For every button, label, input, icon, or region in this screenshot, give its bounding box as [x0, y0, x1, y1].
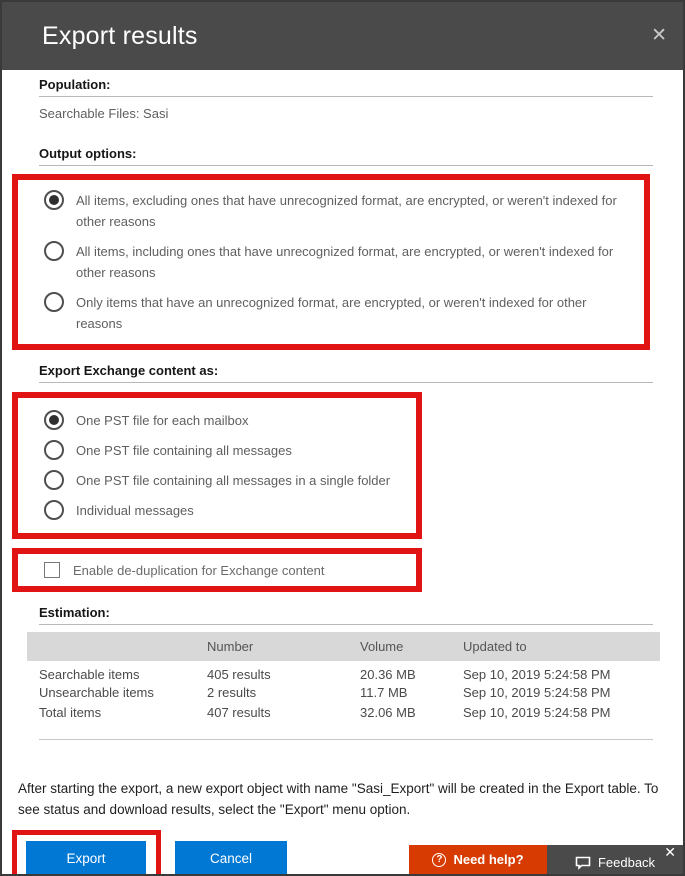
row-label: Searchable items — [39, 667, 140, 682]
estimation-heading: Estimation: — [39, 605, 653, 625]
need-help-button[interactable] — [409, 845, 547, 874]
radio-button-icon[interactable] — [44, 440, 64, 460]
output-options-heading: Output options: — [39, 146, 653, 166]
radio-label: Individual messages — [76, 503, 194, 518]
question-mark-icon: ? — [432, 853, 446, 867]
checkbox-icon[interactable] — [44, 562, 60, 578]
cell-volume: 20.36 MB — [360, 667, 416, 682]
radio-all-items-including[interactable] — [44, 241, 636, 283]
radio-button-icon[interactable] — [44, 190, 64, 210]
radio-button-icon[interactable] — [44, 292, 64, 312]
export-button[interactable]: Export — [26, 841, 146, 876]
close-icon[interactable]: ✕ — [664, 844, 676, 860]
radio-label: One PST file for each mailbox — [76, 413, 249, 428]
column-header-volume: Volume — [360, 632, 463, 661]
divider — [39, 739, 653, 740]
cell-volume: 11.7 MB — [360, 684, 408, 700]
annotation-box-dedup — [12, 548, 422, 592]
table-header-row — [27, 632, 660, 661]
exchange-content-heading: Export Exchange content as: — [39, 363, 653, 383]
table-row-searchable — [27, 661, 660, 682]
export-note: After starting the export, a new export object with name "Sasi_Export" will be created in the Export table. To see status and download results, select the "Export" menu option. — [18, 781, 659, 817]
column-header-updated: Updated to — [463, 632, 660, 661]
radio-label: All items, excluding ones that have unrecognized format, are encrypted, or weren't indexed for other reasons — [76, 193, 617, 229]
population-heading: Population: — [39, 77, 653, 97]
feedback-button[interactable] — [547, 845, 683, 874]
radio-button-icon[interactable] — [44, 470, 64, 490]
annotation-box-export — [12, 830, 161, 876]
dialog-header — [2, 2, 683, 70]
need-help-label: Need help? — [453, 852, 524, 867]
cell-number: 2 results — [207, 684, 257, 700]
radio-label: Only items that have an unrecognized format, are encrypted, or weren't indexed for other reasons — [76, 295, 587, 331]
cell-updated: Sep 10, 2019 5:24:58 PM — [463, 667, 611, 682]
radio-button-icon[interactable] — [44, 500, 64, 520]
cell-number: 405 results — [207, 667, 271, 682]
radio-label: All items, including ones that have unrecognized format, are encrypted, or weren't indexed for other reasons — [76, 244, 614, 280]
feedback-label: Feedback — [597, 855, 656, 870]
radio-label: One PST file containing all messages in a single folder — [76, 473, 391, 488]
row-label: Total items — [39, 704, 102, 720]
population-value: Searchable Files: Sasi — [39, 106, 169, 121]
radio-one-pst-per-mailbox[interactable] — [44, 410, 408, 431]
cell-updated: Sep 10, 2019 5:24:58 PM — [463, 684, 611, 700]
dedup-checkbox-row[interactable] — [44, 562, 408, 578]
help-feedback-bar — [409, 845, 683, 874]
table-row-total — [27, 702, 660, 722]
annotation-box-exchange-options — [12, 392, 422, 539]
dialog-title: Export results — [42, 21, 198, 50]
close-icon[interactable]: ✕ — [651, 25, 667, 46]
table-row-unsearchable — [27, 682, 660, 702]
column-header — [27, 632, 207, 661]
cancel-button[interactable]: Cancel — [175, 841, 287, 876]
radio-all-items-excluding[interactable] — [44, 190, 636, 232]
cell-volume: 32.06 MB — [360, 704, 416, 720]
radio-button-icon[interactable] — [44, 241, 64, 261]
radio-button-icon[interactable] — [44, 410, 64, 430]
cell-number: 407 results — [207, 704, 271, 720]
radio-only-unrecognized[interactable] — [44, 292, 636, 334]
cell-updated: Sep 10, 2019 5:24:58 PM — [463, 704, 611, 720]
row-label: Unsearchable items — [39, 684, 154, 700]
radio-one-pst-all-messages[interactable] — [44, 440, 408, 461]
estimation-table — [27, 632, 660, 722]
radio-one-pst-single-folder[interactable] — [44, 470, 408, 491]
feedback-bubble-icon — [575, 856, 591, 870]
column-header-number: Number — [207, 632, 360, 661]
radio-individual-messages[interactable] — [44, 500, 408, 521]
radio-label: One PST file containing all messages — [76, 443, 292, 458]
annotation-box-output-options — [12, 174, 650, 350]
checkbox-label: Enable de-duplication for Exchange content — [73, 562, 325, 578]
